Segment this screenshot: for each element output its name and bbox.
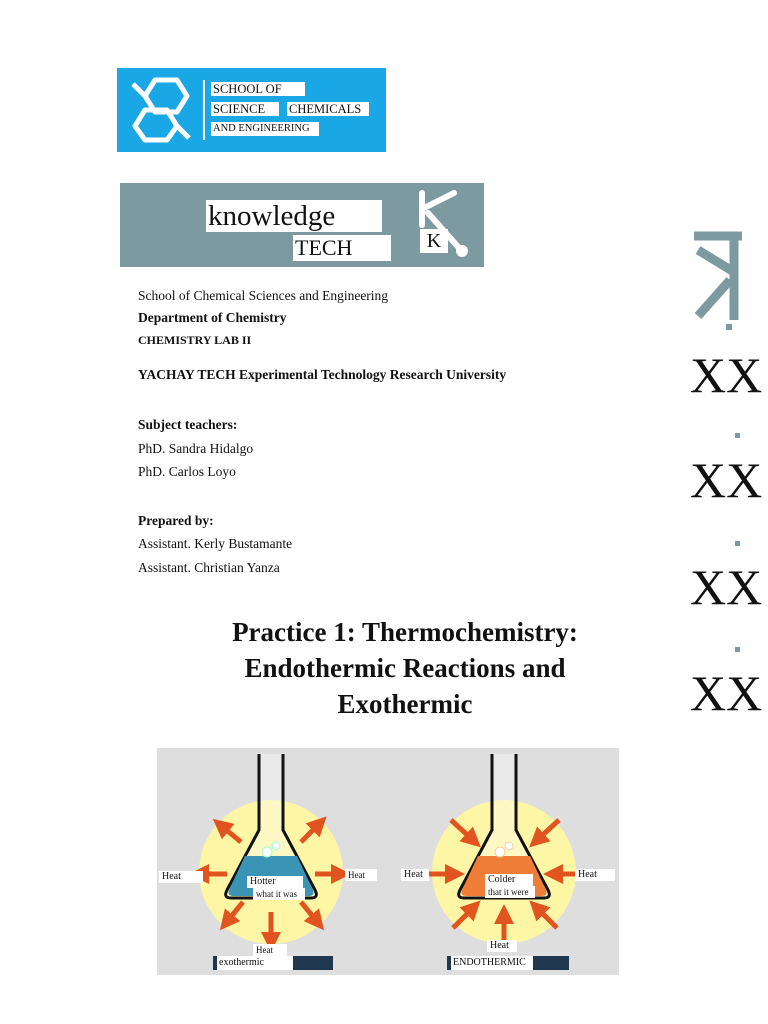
school-logo-banner bbox=[117, 68, 386, 152]
school-banner-line1: SCHOOL OF bbox=[211, 82, 305, 96]
school-banner-line2b: CHEMICALS bbox=[287, 102, 369, 116]
heat-label-right: Heat bbox=[575, 869, 615, 881]
school-logo-icon bbox=[125, 76, 197, 144]
side-mark: XX bbox=[690, 559, 763, 615]
title-line1: Practice 1: Thermochemistry: bbox=[232, 617, 578, 647]
course-name: CHEMISTRY LAB II bbox=[138, 333, 252, 347]
title-line3: Exothermic bbox=[337, 689, 473, 719]
thermo-figure bbox=[157, 748, 619, 975]
teachers-heading: Subject teachers: bbox=[138, 417, 238, 432]
preparer-name: Assistant. Kerly Bustamante bbox=[138, 536, 293, 551]
practice-title bbox=[160, 614, 650, 722]
school-name: School of Chemical Sciences and Engineering bbox=[138, 288, 389, 303]
heat-label-left: Heat bbox=[401, 869, 429, 881]
side-dot bbox=[735, 433, 740, 438]
inner-label-line1: Hotter bbox=[247, 876, 303, 888]
heat-label-right: Heat bbox=[345, 869, 377, 881]
tech-word: TECH bbox=[293, 235, 391, 261]
side-dot bbox=[735, 541, 740, 546]
department-name: Department of Chemistry bbox=[138, 310, 287, 325]
side-mark: XX bbox=[690, 665, 763, 721]
side-logo-icon bbox=[690, 224, 746, 334]
knowledge-word: knowledge bbox=[206, 200, 382, 232]
teacher-name: PhD. Sandra Hidalgo bbox=[138, 441, 254, 456]
endothermic-label: ENDOTHERMIC bbox=[451, 956, 533, 970]
flask-illustration bbox=[157, 748, 619, 975]
knowledge-tech-banner bbox=[120, 183, 484, 267]
exothermic-label: exothermic bbox=[217, 956, 293, 970]
exothermic-tag bbox=[213, 956, 333, 970]
heat-label-bottom: Heat bbox=[253, 944, 287, 956]
title-line2: Endothermic Reactions and bbox=[244, 653, 566, 683]
side-mark: XX bbox=[690, 452, 763, 508]
university-name: YACHAY TECH Experimental Technology Research University bbox=[138, 367, 507, 382]
heat-label-bottom: Heat bbox=[487, 940, 517, 952]
inner-label-line1: Colder bbox=[485, 874, 533, 886]
heat-label-left: Heat bbox=[159, 871, 203, 883]
teacher-name: PhD. Carlos Loyo bbox=[138, 464, 236, 479]
preparer-name: Assistant. Christian Yanza bbox=[138, 560, 280, 575]
school-banner-line2a: SCIENCE bbox=[211, 102, 279, 116]
side-dot bbox=[735, 647, 740, 652]
molecule-k-icon bbox=[414, 187, 474, 263]
endothermic-tag bbox=[447, 956, 569, 970]
inner-label-line2: that it were bbox=[485, 886, 535, 898]
school-banner-line3: AND ENGINEERING bbox=[211, 122, 319, 136]
side-mark: XX bbox=[690, 347, 763, 403]
inner-label-line2: what it was bbox=[253, 888, 305, 900]
k-letter: K bbox=[420, 229, 448, 253]
prepared-heading: Prepared by: bbox=[138, 513, 214, 528]
